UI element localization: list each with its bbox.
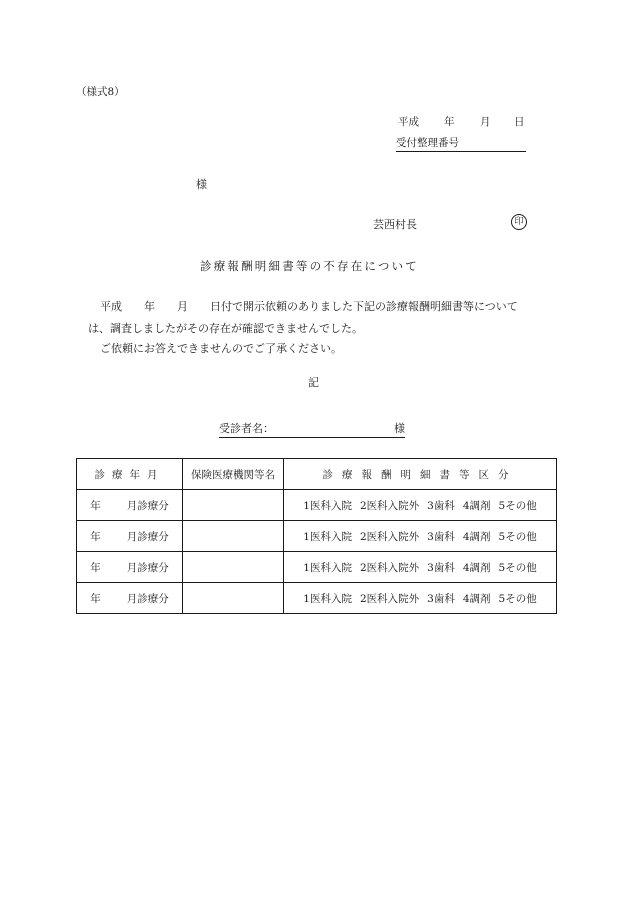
detail-table (76, 458, 557, 614)
recipient-suffix: 様 (196, 178, 207, 191)
patient-name-line (219, 420, 405, 438)
institution-cell (183, 583, 284, 614)
date-month-unit: 月 (480, 116, 491, 128)
patient-suffix: 様 (394, 422, 405, 435)
table-row (77, 521, 557, 552)
date-era: 平成 (398, 116, 419, 128)
sender-name: 芸西村長 (373, 218, 417, 231)
form-number: （様式8） (76, 86, 125, 98)
table-row (77, 552, 557, 583)
institution-cell (183, 521, 284, 552)
classification-cell: 1医科入院 2医科入院外 3歯科 4調剤 5その他 (284, 521, 557, 552)
institution-cell (183, 552, 284, 583)
period-cell: 年 月診療分 (77, 552, 183, 583)
classification-cell: 1医科入院 2医科入院外 3歯科 4調剤 5その他 (284, 552, 557, 583)
receipt-number-label: 受付整理番号 (396, 135, 526, 152)
body-line-1-rest: 日付で開示依頼のありました下記の診療報酬明細書等について (210, 300, 518, 313)
table-header-row (77, 459, 557, 490)
body-era: 平成 (100, 300, 122, 313)
body-month: 月 (177, 300, 188, 313)
date-day-unit: 日 (514, 116, 525, 128)
period-cell: 年 月診療分 (77, 490, 183, 521)
table-row (77, 490, 557, 521)
patient-label: 受診者名： (219, 422, 274, 435)
ki-heading: 記 (308, 376, 319, 389)
document-title: 診療報酬明細書等の不存在について (200, 259, 419, 273)
institution-cell (183, 490, 284, 521)
period-cell: 年 月診療分 (77, 521, 183, 552)
header-period: 診療年月 (77, 459, 183, 490)
issue-date (398, 114, 525, 129)
body-line-3: ご依頼にお答えできませんのでご了承ください。 (100, 342, 342, 355)
seal-mark: 印 (511, 214, 527, 230)
classification-cell: 1医科入院 2医科入院外 3歯科 4調剤 5その他 (284, 583, 557, 614)
body-line-1 (100, 298, 518, 314)
header-classification: 診療報酬明細書等区分 (284, 459, 557, 490)
table-row (77, 583, 557, 614)
header-institution: 保険医療機関等名 (183, 459, 284, 490)
classification-cell: 1医科入院 2医科入院外 3歯科 4調剤 5その他 (284, 490, 557, 521)
period-cell: 年 月診療分 (77, 583, 183, 614)
body-line-2: は、調査しましたがその存在が確認できませんでした。 (88, 322, 363, 335)
body-year: 年 (144, 300, 155, 313)
date-year-unit: 年 (444, 116, 455, 128)
